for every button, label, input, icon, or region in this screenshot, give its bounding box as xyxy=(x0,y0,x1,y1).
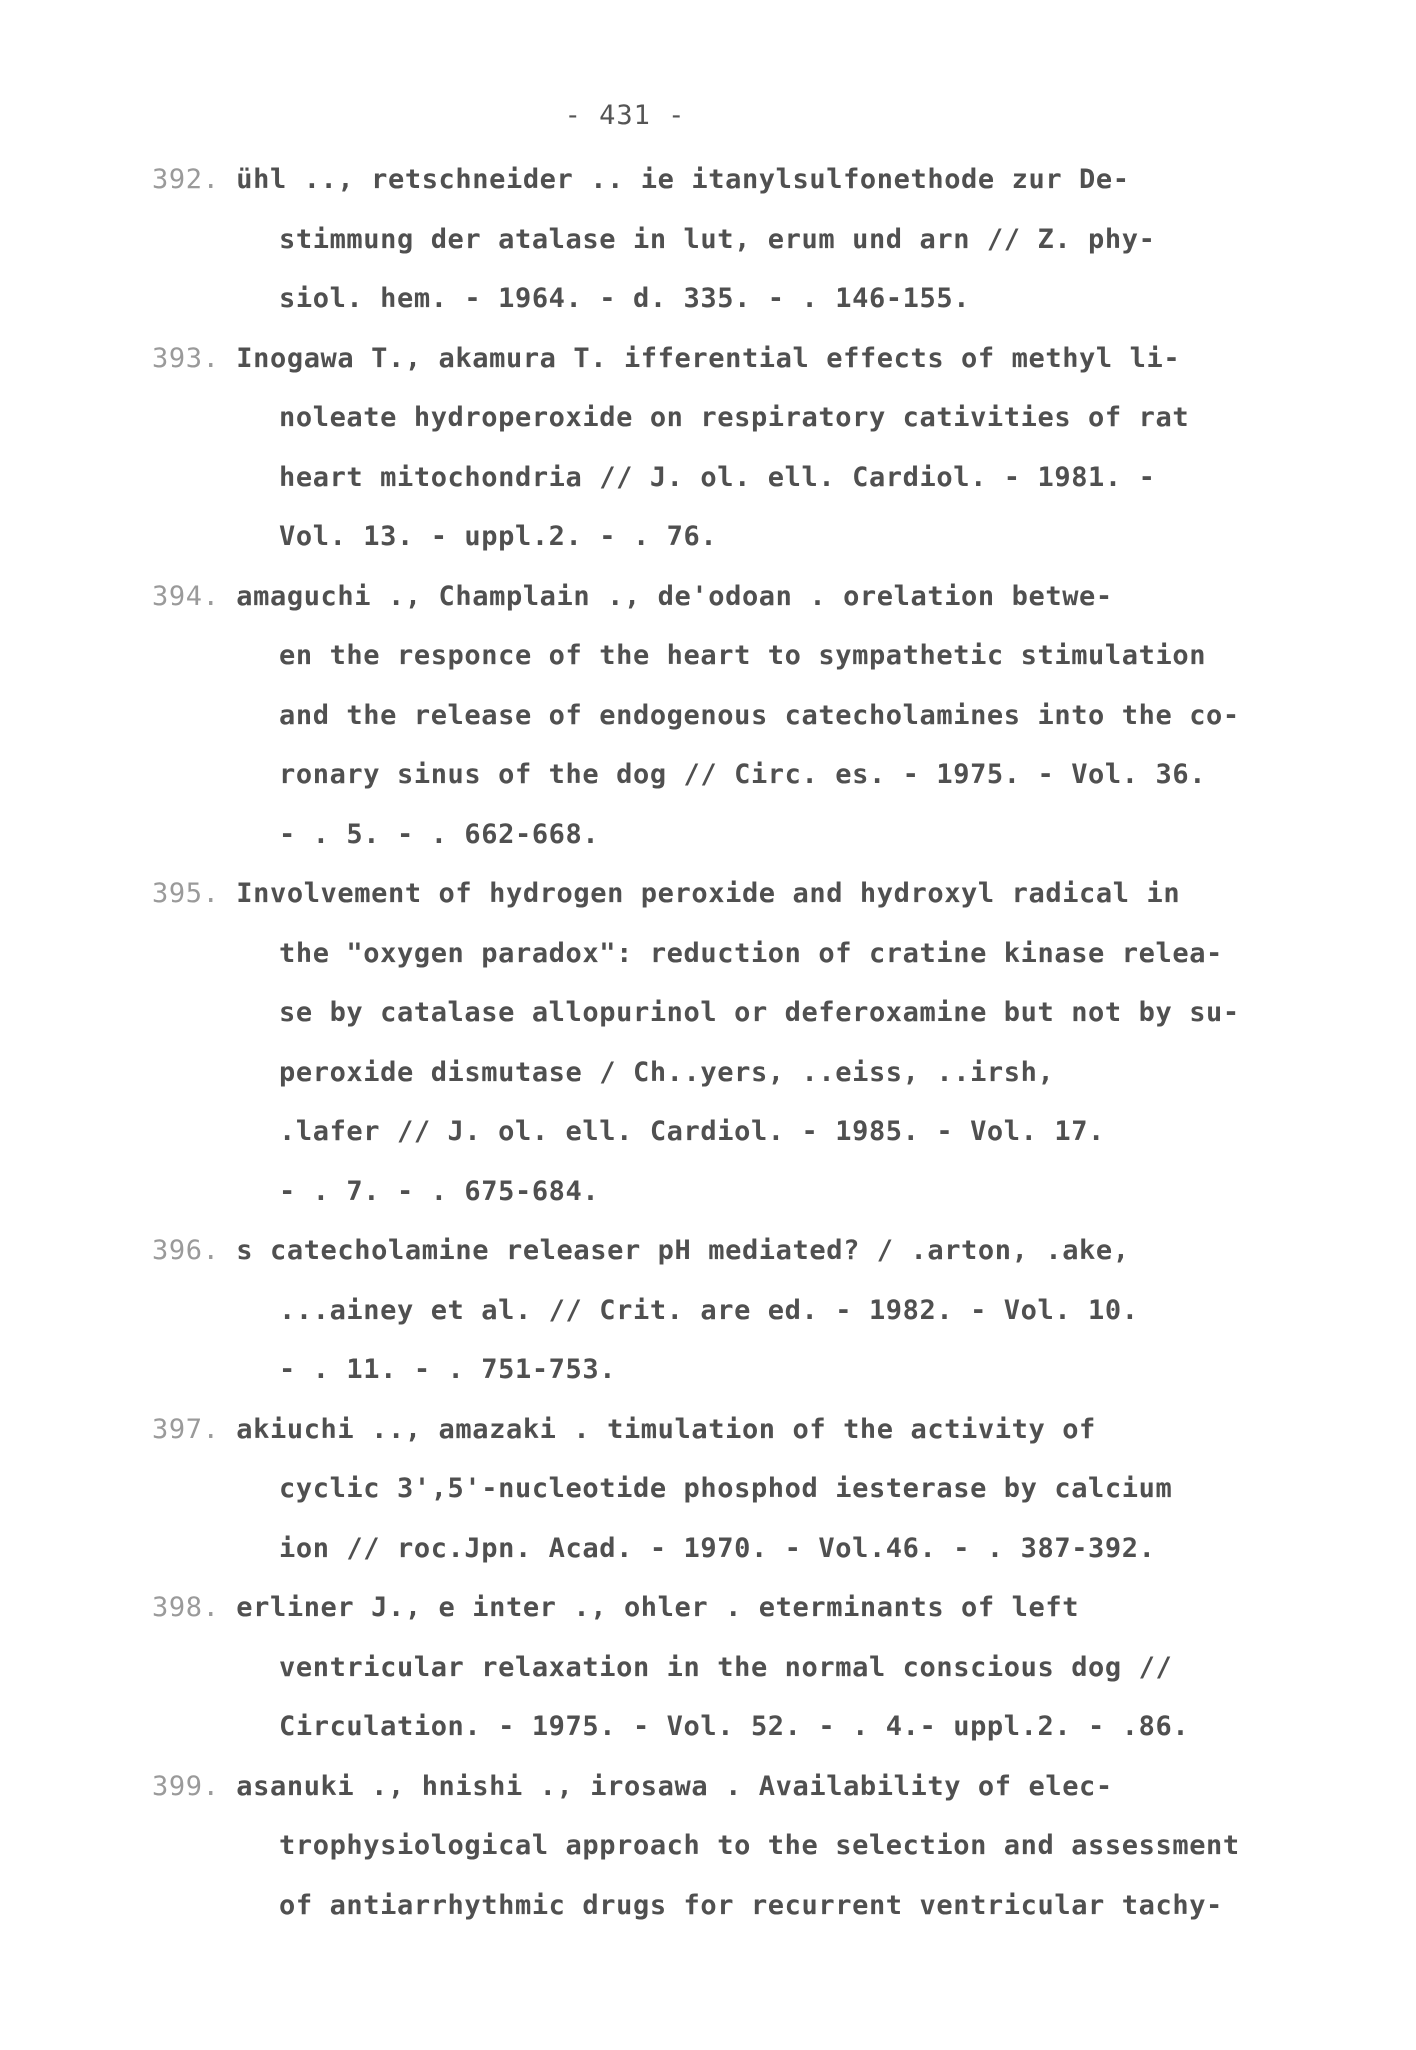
reference-first-line xyxy=(152,864,1302,924)
reference-first-line xyxy=(152,567,1302,627)
reference-first-line xyxy=(152,1757,1302,1817)
page-number: - 431 - xyxy=(564,100,686,131)
reference-first-line xyxy=(152,1400,1302,1460)
reference-continuation-line: noleate hydroperoxide on respiratory cativities of rat xyxy=(279,402,1190,433)
reference-number: 392. xyxy=(152,164,220,195)
reference-number: 395. xyxy=(152,878,220,909)
reference-continuation-line: the "oxygen paradox": reduction of cratine kinase relea- xyxy=(279,937,1223,969)
reference-entry xyxy=(152,1757,1302,1936)
reference-continuation-line: - . 7. - . 675-684. xyxy=(279,1175,600,1207)
reference-first-line xyxy=(152,1578,1302,1638)
reference-number: 399. xyxy=(152,1770,220,1802)
reference-text: ühl .., retschneider .. ie itanylsulfonethode zur De- xyxy=(236,164,1130,195)
reference-continuation-line: - . 5. - . 662-668. xyxy=(279,818,600,850)
reference-continuation-line: and the release of endogenous catecholamines into the co- xyxy=(279,699,1240,731)
reference-text: erliner J., e inter ., ohler . eterminants of left xyxy=(236,1592,1080,1623)
reference-continuation-line: ventricular relaxation in the normal conscious dog // xyxy=(279,1651,1173,1683)
reference-first-line xyxy=(152,1221,1302,1281)
reference-continuation-line: ion // roc.Jpn. Acad. - 1970. - Vol.46. - . 387-392. xyxy=(279,1532,1156,1564)
reference-continuation-line: heart mitochondria // J. ol. ell. Cardiol. - 1981. - xyxy=(279,461,1156,493)
reference-continuation-line: en the responce of the heart to sympathetic stimulation xyxy=(279,640,1207,671)
reference-continuation-line: siol. hem. - 1964. - d. 335. - . 146-155. xyxy=(279,283,971,314)
reference-list xyxy=(152,150,1302,1935)
reference-number: 394. xyxy=(152,580,220,612)
reference-number: 393. xyxy=(152,342,220,374)
reference-text: s catecholamine releaser pH mediated? / .arton, .ake, xyxy=(236,1235,1130,1266)
reference-entry xyxy=(152,567,1302,865)
reference-number: 397. xyxy=(152,1413,220,1445)
reference-continuation-line: of antiarrhythmic drugs for recurrent ventricular tachy- xyxy=(279,1889,1223,1921)
reference-text: amaguchi ., Champlain ., de'odoan . orelation betwe- xyxy=(236,580,1113,612)
reference-continuation-line: stimmung der atalase in lut, erum und arn // Z. phy- xyxy=(279,223,1156,255)
reference-number: 398. xyxy=(152,1592,220,1623)
reference-text: Involvement of hydrogen peroxide and hydroxyl radical in xyxy=(236,878,1181,909)
reference-number: 396. xyxy=(152,1235,220,1266)
reference-entry xyxy=(152,864,1302,1221)
reference-text: asanuki ., hnishi ., irosawa . Availability of elec- xyxy=(236,1770,1113,1802)
reference-first-line xyxy=(152,150,1302,210)
reference-entry xyxy=(152,1400,1302,1579)
reference-entry xyxy=(152,1578,1302,1757)
reference-text: Inogawa T., akamura T. ifferential effects of methyl li- xyxy=(236,342,1181,374)
reference-continuation-line: peroxide dismutase / Ch..yers, ..eiss, ..irsh, xyxy=(279,1056,1055,1088)
reference-first-line xyxy=(152,329,1302,389)
reference-text: akiuchi .., amazaki . timulation of the activity of xyxy=(236,1413,1096,1445)
reference-entry xyxy=(152,1221,1302,1400)
reference-continuation-line: se by catalase allopurinol or deferoxamine but not by su- xyxy=(279,997,1240,1028)
reference-continuation-line: trophysiological approach to the selection and assessment xyxy=(279,1830,1240,1861)
reference-continuation-line: ...ainey et al. // Crit. are ed. - 1982. - Vol. 10. xyxy=(279,1294,1139,1326)
reference-continuation-line: ronary sinus of the dog // Circ. es. - 1975. - Vol. 36. xyxy=(279,759,1207,790)
reference-continuation-line: Vol. 13. - uppl.2. - . 76. xyxy=(279,521,718,552)
reference-continuation-line: - . 11. - . 751-753. xyxy=(279,1354,617,1385)
reference-continuation-line: Circulation. - 1975. - Vol. 52. - . 4.- uppl.2. - .86. xyxy=(279,1711,1190,1742)
reference-continuation-line: cyclic 3',5'-nucleotide phosphod iesterase by calcium xyxy=(279,1473,1173,1504)
reference-entry xyxy=(152,150,1302,329)
reference-continuation-line: .lafer // J. ol. ell. Cardiol. - 1985. - Vol. 17. xyxy=(279,1116,1105,1147)
reference-entry xyxy=(152,329,1302,567)
